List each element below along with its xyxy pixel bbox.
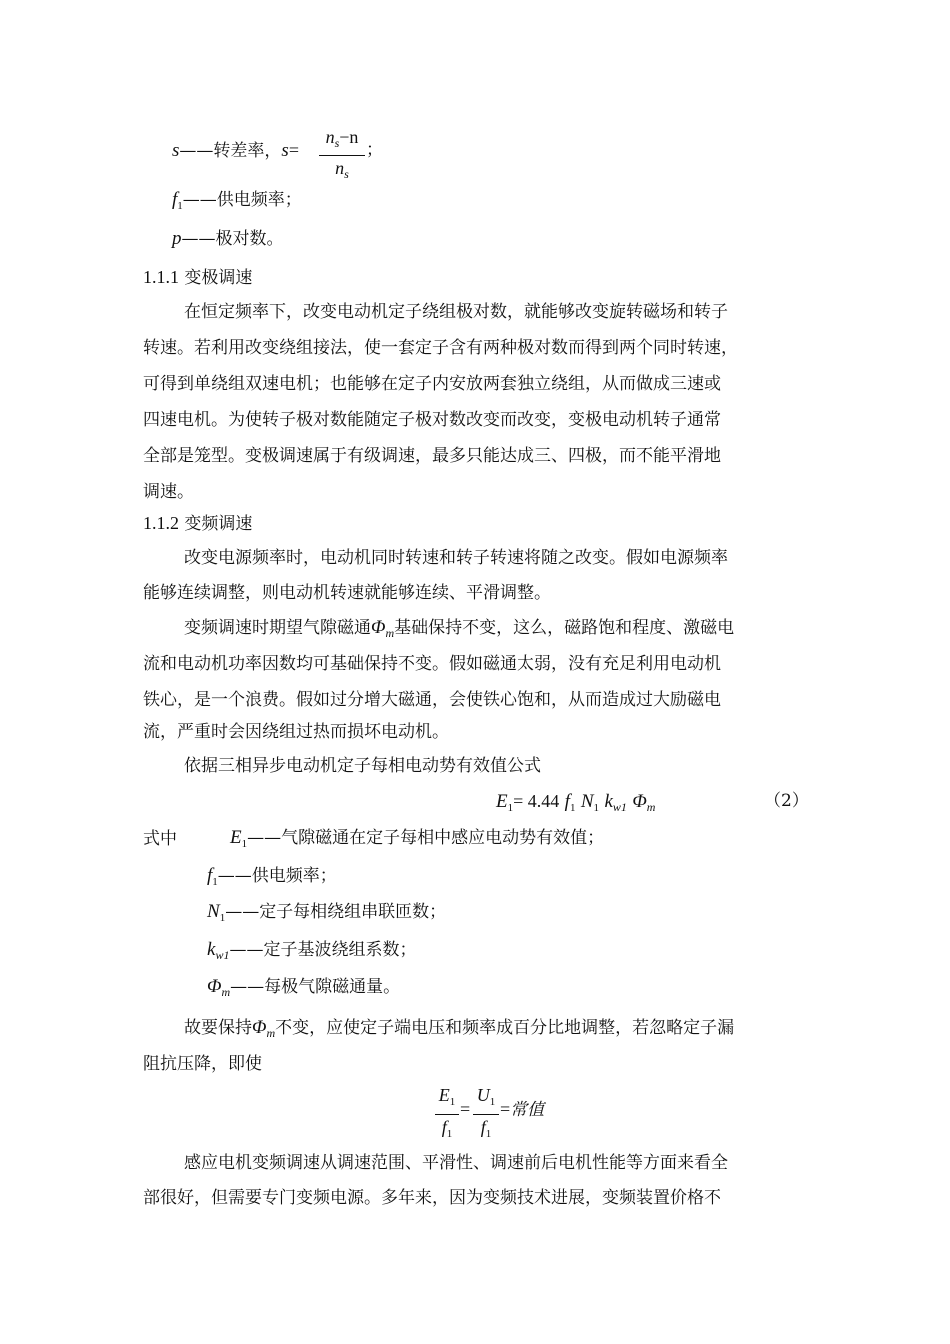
where-item-phim: $\Phi_m——$每极气隙磁通量。 bbox=[207, 976, 401, 999]
eq3-constant: =常值 bbox=[500, 1099, 545, 1120]
where-lead: 式中 bbox=[143, 829, 177, 849]
sec2-p3: 依据三相异步电动机定子每相电动势有效值公式 bbox=[184, 756, 541, 776]
sec1-line-4: 四速电机。为使转子极对数能随定子极对数改变而改变，变极电动机转子通常 bbox=[143, 410, 721, 430]
equation-2-label: （2） bbox=[764, 791, 809, 811]
section-heading-1-1-2: 1.1.2 变频调速 bbox=[143, 513, 253, 534]
keep-line-2: 阻抗压降，即使 bbox=[143, 1054, 262, 1074]
slip-semicolon: ； bbox=[366, 140, 383, 160]
sec2-p2-line-1: 变频调速时期望气隙磁通$\Phi_m$基础保持不变，这么，磁路饱和程度、激磁电 bbox=[184, 617, 735, 640]
final-line-2: 部很好，但需要专门变频电源。多年来，因为变频技术进展，变频装置价格不 bbox=[143, 1188, 721, 1208]
eq3-equals-1: = bbox=[460, 1099, 471, 1119]
sec2-p1-line-1: 改变电源频率时，电动机同时转速和转子转速将随之改变。假如电源频率 bbox=[184, 548, 728, 568]
equation-2: $E_1= 4.44$ $f_1$ $N_1$ $k_{w1}$ $\Phi_m$ bbox=[496, 791, 656, 814]
sec2-p2-line-2: 流和电动机功率因数均可基础保持不变。假如磁通太弱，没有充足利用电动机 bbox=[143, 654, 721, 674]
sec1-line-1: 在恒定频率下，改变电动机定子绕组极对数，就能够改变旋转磁场和转子 bbox=[184, 302, 728, 322]
def-s: s——转差率，s= bbox=[172, 140, 299, 161]
where-item-f1: $f_1——$供电频率； bbox=[207, 865, 337, 888]
sec1-line-6: 调速。 bbox=[143, 482, 194, 502]
sec2-p2-line-4: 流，严重时会因绕组过热而损坏电动机。 bbox=[143, 722, 449, 742]
sec2-p2-line-3: 铁心，是一个浪费。假如过分增大磁通，会使铁心饱和，从而造成过大励磁电 bbox=[143, 690, 721, 710]
sec1-line-2: 转速。若利用改变绕组接法，使一套定子含有两种极对数而得到两个同时转速， bbox=[143, 338, 738, 358]
sec2-p1-line-2: 能够连续调整，则电动机转速就能够连续、平滑调整。 bbox=[143, 583, 551, 603]
keep-line-1: 故要保持$\Phi_m$不变，应使定子端电压和频率成百分比地调整，若忽略定子漏 bbox=[184, 1017, 735, 1040]
sec1-line-3: 可得到单绕组双速电机；也能够在定子内安放两套独立绕组，从而做成三速或 bbox=[143, 374, 721, 394]
eq3-fraction-U-f: $U_1$ $f_1$ bbox=[473, 1084, 499, 1145]
where-item-kw1: $k_{w1}——$定子基波绕组系数； bbox=[207, 939, 417, 962]
where-item-E1: $E_1——$气隙磁通在定子每相中感应电动势有效值； bbox=[230, 827, 605, 850]
section-heading-1-1-1: 1.1.1 变极调速 bbox=[143, 267, 253, 288]
sym-s: s bbox=[172, 140, 180, 161]
eq3-fraction-E-f: $E_1$ $f_1$ bbox=[435, 1084, 459, 1145]
def-p: p——极对数。 bbox=[172, 228, 284, 249]
slip-fraction: $n_s-n$ $n_s$ bbox=[319, 126, 365, 185]
where-item-N1: $N_1——$定子每相绕组串联匝数； bbox=[207, 901, 447, 924]
sec1-line-5: 全部是笼型。变极调速属于有级调速，最多只能达成三、四极，而不能平滑地 bbox=[143, 446, 721, 466]
final-line-1: 感应电机变频调速从调速范围、平滑性、调速前后电机性能等方面来看全 bbox=[184, 1153, 728, 1173]
def-f1: $f_1——$供电频率； bbox=[172, 189, 302, 212]
